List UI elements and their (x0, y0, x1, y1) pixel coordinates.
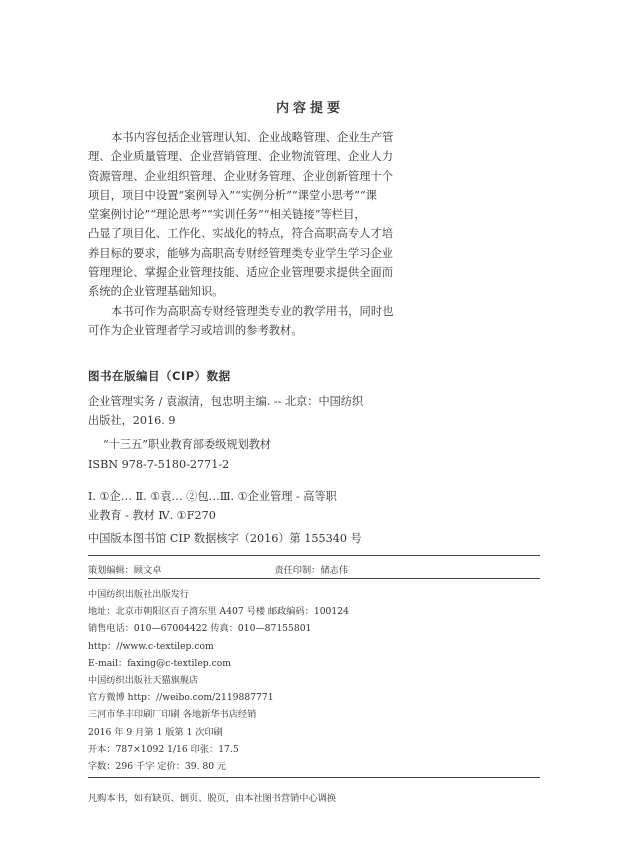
text-line: 养目标的要求，能够为高职高专财经管理类专业学生学习企业 (88, 246, 394, 260)
text-line: 系统的企业管理基础知识。 (88, 285, 224, 299)
isbn-line: ISBN 978-7-5180-2771-2 (88, 458, 230, 471)
text-line: 理、企业质量管理、企业营销管理、企业物流管理、企业人力 (88, 150, 394, 164)
record-line: 中国版本图书馆 CIP 数据核字（2016）第 155340 号 (88, 532, 362, 545)
classification-line: 业教育 - 教材 Ⅳ. ①F270 (88, 509, 216, 522)
summary-title: 内容提要 (275, 101, 344, 116)
cip-heading: 图书在版编目（CIP）数据 (88, 369, 231, 383)
footer-note: 凡购本书，如有缺页、倒页、脱页，由本社图书营销中心调换 (88, 793, 337, 804)
publisher-line: http：//www.c-textilep.com (88, 640, 214, 652)
publisher-line: 销售电话：010—67004422 传真：010—87155801 (88, 623, 312, 635)
publisher-line: 字数：296 千字 定价：39. 80 元 (88, 761, 227, 773)
series-line: “十三五”职业教育部委级规划教材 (103, 438, 272, 451)
publisher-line: 官方微博 http：//weibo.com/2119887771 (88, 692, 274, 704)
divider (88, 555, 540, 556)
responsible-roles (88, 562, 458, 576)
text-line: 管理理论、掌握企业管理技能、适应企业管理要求提供全面而 (88, 266, 394, 280)
cip-series (103, 435, 563, 454)
text-line: 本书内容包括企业管理认知、企业战略管理、企业生产管 (111, 131, 394, 144)
cip-isbn (88, 455, 548, 474)
editor-text: 策划编辑：顾文卓 (88, 565, 162, 576)
text-line: 本书可作为高职高专财经管理类专业的教学用书，同时也 (111, 305, 394, 318)
text-line: 堂案例讨论”“理论思考”“实训任务”“相关链接”等栏目， (88, 208, 366, 222)
publisher-info (88, 586, 548, 775)
summary-paragraph-1 (88, 128, 542, 302)
publisher-line: 地址：北京市朝阳区百子湾东里 A407 号楼 邮政编码：100124 (88, 606, 349, 618)
divider (88, 578, 540, 579)
publisher-line: 中国纺织出版社出版发行 (88, 589, 190, 600)
publisher-line: 中国纺织出版社天猫旗舰店 (88, 675, 199, 687)
classification-line: Ⅰ. ①企… Ⅱ. ①袁… ②包…Ⅲ. ①企业管理 - 高等职 (88, 490, 337, 503)
cip-entry-line: 出版社，2016. 9 (88, 414, 176, 427)
text-line: 项目，项目中设置“案例导入”“实例分析”“课堂小思考”“课 (88, 188, 377, 202)
publisher-line: 开本：787×1092 1/16 印张：17.5 (88, 743, 239, 755)
publisher-line: E-mail：faxing@c-textilep.com (88, 657, 231, 669)
text-line: 凸显了项目化、工作化、实战化的特点，符合高职高专人才培 (88, 227, 394, 241)
summary-paragraph-2 (88, 302, 542, 341)
printing-text: 责任印制：储志伟 (274, 565, 348, 576)
cip-classification (88, 487, 548, 525)
text-line: 可作为企业管理者学习或培训的参考教材。 (88, 324, 303, 338)
cip-record (88, 529, 548, 548)
text-line: 资源管理、企业组织管理、企业财务管理、企业创新管理十个 (88, 169, 394, 183)
publisher-line: 2016 年 9 月第 1 版第 1 次印刷 (88, 726, 223, 738)
cip-entry (88, 392, 548, 430)
cip-entry-line: 企业管理实务 / 袁淑清，包忠明主编. -- 北京：中国纺织 (88, 395, 364, 408)
divider (88, 777, 540, 778)
publisher-line: 三河市华丰印刷厂印刷 各地新华书店经销 (88, 709, 257, 721)
